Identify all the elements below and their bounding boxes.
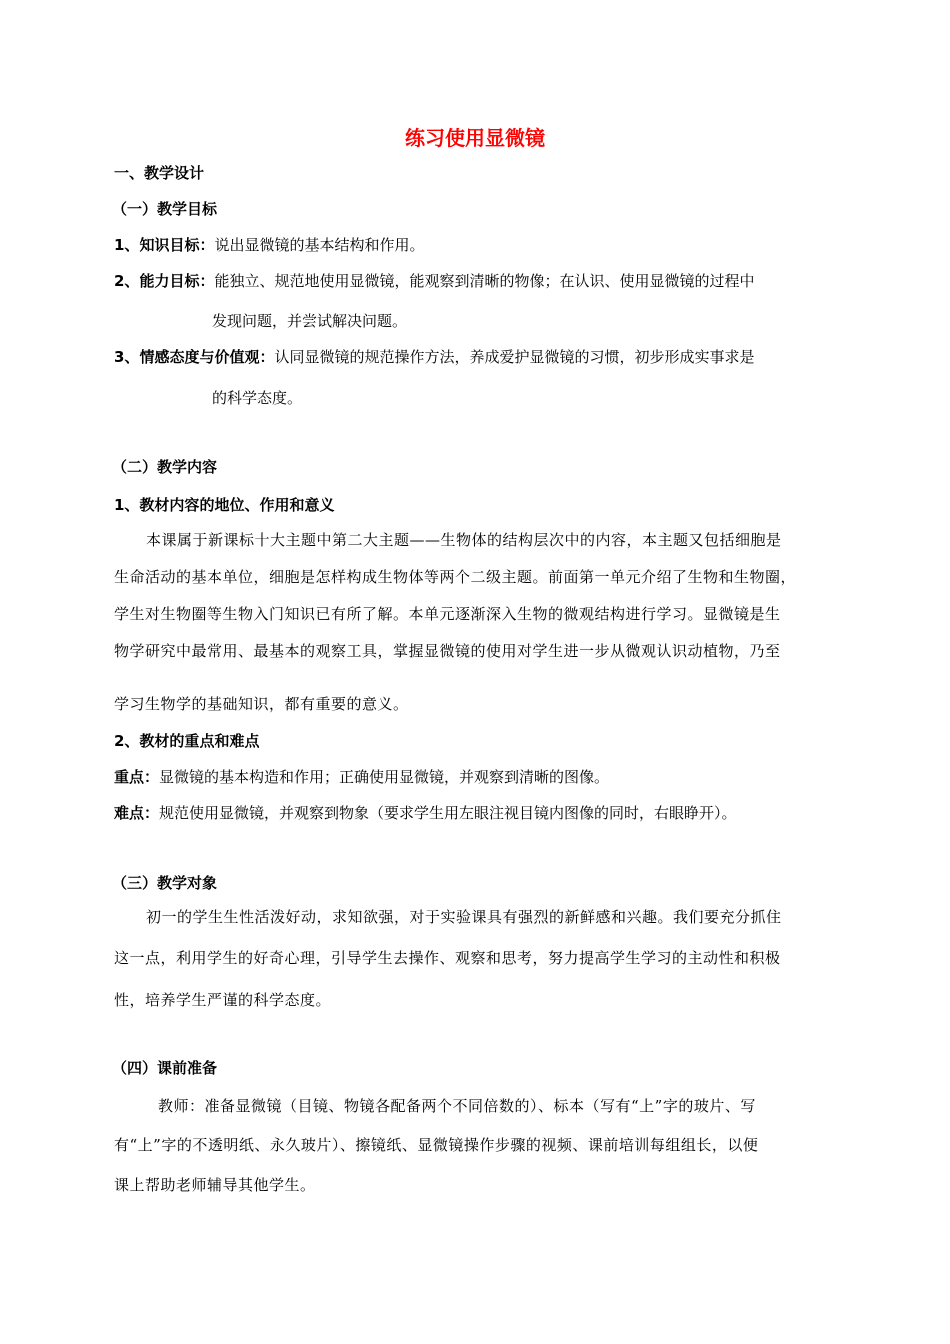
preparation-paragraph-line: 教师：准备显微镜（目镜、物镜各配备两个不同倍数的）、标本（写有“上”字的玻片、写 [158, 1097, 756, 1115]
goal-text: 说出显微镜的基本结构和作用。 [214, 236, 425, 254]
goal-text: 能独立、规范地使用显微镜，能观察到清晰的物像；在认识、使用显微镜的过程中 [214, 272, 755, 290]
goal-label: 知识目标： [139, 236, 215, 254]
subsection-heading-audience: （三）教学对象 [112, 874, 218, 892]
key-point-label: 重点： [114, 768, 160, 786]
goal-item-attitude-cont: 的科学态度。 [212, 389, 303, 407]
subsection-heading-goals: （一）教学目标 [112, 200, 218, 218]
difficult-point-label: 难点： [114, 804, 160, 822]
content-sub-heading-key-points: 2、教材的重点和难点 [114, 732, 260, 750]
audience-paragraph-line: 初一的学生生性活泼好动，求知欲强，对于实验课具有强烈的新鲜感和兴趣。我们要充分抓住 [146, 908, 782, 926]
difficult-point-text: 规范使用显微镜，并观察到物象（要求学生用左眼注视目镜内图像的同时，右眼睁开）。 [159, 804, 737, 822]
key-point-text: 显微镜的基本构造和作用；正确使用显微镜，并观察到清晰的图像。 [159, 768, 610, 786]
goal-number: 3、 [114, 348, 140, 366]
subsection-heading-preparation: （四）课前准备 [112, 1059, 218, 1077]
content-paragraph-line: 学生对生物圈等生物入门知识已有所了解。本单元逐渐深入生物的微观结构进行学习。显微镜是生 [114, 605, 781, 623]
goal-number: 2、 [114, 272, 140, 290]
goal-item-knowledge [114, 235, 424, 255]
section-heading-design: 一、教学设计 [114, 164, 205, 182]
goal-item-ability [114, 271, 754, 291]
goal-text: 认同显微镜的规范操作方法，养成爱护显微镜的习惯，初步形成实事求是 [274, 348, 755, 366]
goal-item-ability-cont: 发现问题，并尝试解决问题。 [212, 312, 408, 330]
subsection-heading-content: （二）教学内容 [112, 458, 218, 476]
goal-label: 情感态度与价值观： [139, 348, 275, 366]
goal-item-attitude [114, 347, 754, 367]
page-title: 练习使用显微镜 [405, 126, 545, 150]
audience-paragraph-line: 性，培养学生严谨的科学态度。 [114, 991, 332, 1009]
difficult-point [114, 803, 737, 823]
goal-label: 能力目标： [139, 272, 215, 290]
content-paragraph-line: 本课属于新课标十大主题中第二大主题——生物体的结构层次中的内容，本主题又包括细胞是 [146, 531, 782, 549]
content-paragraph-line: 学习生物学的基础知识，都有重要的意义。 [114, 695, 409, 713]
audience-paragraph-line: 这一点，利用学生的好奇心理，引导学生去操作、观察和思考，努力提高学生学习的主动性和积极 [114, 949, 781, 967]
goal-number: 1、 [114, 236, 140, 254]
key-point [114, 767, 609, 787]
content-paragraph-line: 生命活动的基本单位，细胞是怎样构成生物体等两个二级主题。前面第一单元介绍了生物和生物圈， [114, 568, 797, 586]
preparation-paragraph-line: 课上帮助老师辅导其他学生。 [114, 1176, 316, 1194]
content-sub-heading-role: 1、教材内容的地位、作用和意义 [114, 496, 335, 514]
content-paragraph-line: 物学研究中最常用、最基本的观察工具，掌握显微镜的使用对学生进一步从微观认识动植物，乃至 [114, 642, 781, 660]
preparation-paragraph-line: 有“上”字的不透明纸、永久玻片）、擦镜纸、显微镜操作步骤的视频、课前培训每组组长，以便 [114, 1136, 759, 1154]
